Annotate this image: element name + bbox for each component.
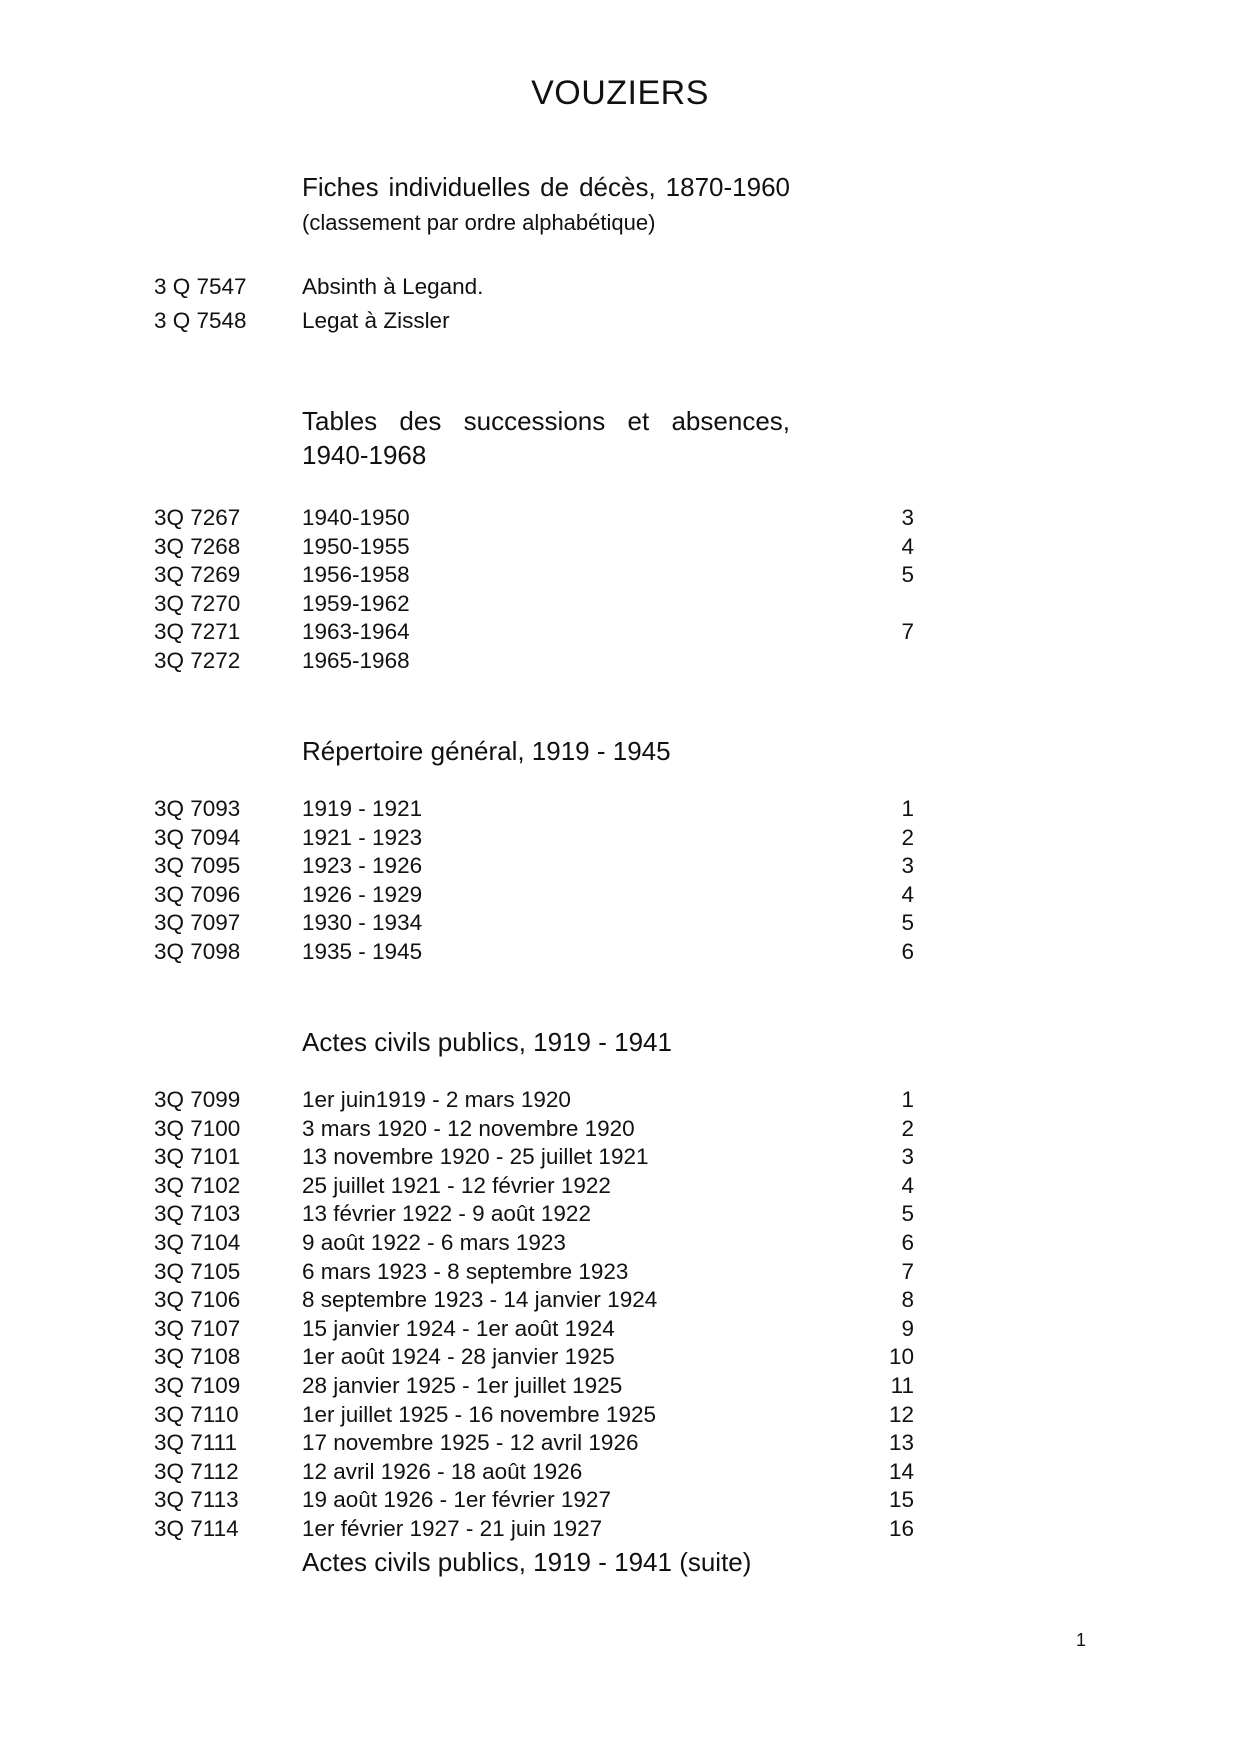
item-description: 1er juillet 1925 - 16 novembre 1925 — [302, 1401, 656, 1427]
item-description: 1926 - 1929 — [302, 881, 423, 907]
item-number: 3 — [901, 1144, 914, 1170]
list-item — [154, 1229, 914, 1258]
entry-list — [154, 270, 914, 338]
list-item — [154, 504, 914, 533]
list-item — [154, 1429, 914, 1458]
list-item — [154, 938, 914, 967]
item-code: 3 Q 7548 — [154, 308, 247, 333]
list-item — [154, 270, 914, 304]
item-code: 3Q 7103 — [154, 1201, 241, 1227]
list-item — [154, 533, 914, 562]
item-description: 1959-1962 — [302, 590, 410, 616]
list-item — [154, 1401, 914, 1430]
item-number: 6 — [901, 938, 914, 964]
item-number: 1 — [901, 1087, 914, 1112]
list-item — [154, 852, 914, 881]
section-heading-text: Fiches individuelles de décès, 1870-1960 — [302, 172, 790, 202]
item-number: 4 — [901, 881, 914, 907]
item-code: 3Q 7114 — [154, 1515, 239, 1541]
item-description: 13 février 1922 - 9 août 1922 — [302, 1201, 591, 1227]
item-code: 3Q 7106 — [154, 1287, 241, 1313]
item-code: 3Q 7268 — [154, 533, 241, 559]
item-number: 16 — [888, 1515, 914, 1541]
item-number: 2 — [901, 1115, 914, 1141]
item-number: 7 — [901, 1258, 914, 1284]
item-number: 5 — [901, 910, 914, 936]
item-description: 17 novembre 1925 - 12 avril 1926 — [302, 1430, 639, 1456]
item-description: 1940-1950 — [302, 505, 410, 530]
item-number: 6 — [901, 1229, 914, 1255]
list-item — [154, 1086, 914, 1115]
list-item — [154, 1486, 914, 1515]
list-item — [154, 1200, 914, 1229]
item-description: Absinth à Legand. — [302, 274, 484, 299]
item-description: 3 mars 1920 - 12 novembre 1920 — [302, 1115, 635, 1141]
item-number: 4 — [901, 1172, 914, 1198]
item-number: 14 — [888, 1458, 914, 1484]
section-heading — [302, 1025, 790, 1059]
list-item — [154, 1315, 914, 1344]
item-number: 7 — [901, 619, 914, 645]
item-description: 28 janvier 1925 - 1er juillet 1925 — [302, 1372, 623, 1398]
item-number: 5 — [901, 562, 914, 588]
page-title: VOUZIERS — [531, 74, 709, 112]
list-item — [154, 1115, 914, 1144]
section-heading — [302, 1545, 902, 1579]
item-code: 3Q 7272 — [154, 647, 241, 673]
item-code: 3Q 7096 — [154, 881, 241, 907]
item-description: 25 juillet 1921 - 12 février 1922 — [302, 1172, 611, 1198]
entry-list — [154, 504, 914, 676]
item-code: 3Q 7269 — [154, 562, 241, 588]
item-description: 1930 - 1934 — [302, 910, 423, 936]
list-item — [154, 1343, 914, 1372]
section-subheading: (classement par ordre alphabétique) — [302, 210, 656, 235]
section-heading-text: Actes civils publics, 1919 - 1941 (suite) — [302, 1547, 752, 1577]
item-description: 19 août 1926 - 1er février 1927 — [302, 1487, 611, 1513]
item-number: 4 — [901, 533, 914, 559]
list-item — [154, 1515, 914, 1544]
item-number: 13 — [888, 1430, 914, 1456]
item-number: 11 — [890, 1372, 914, 1398]
list-item — [154, 647, 914, 676]
item-description: 1919 - 1921 — [302, 796, 423, 821]
list-item — [154, 881, 914, 910]
item-code: 3Q 7267 — [154, 505, 241, 530]
item-description: 1965-1968 — [302, 647, 410, 673]
item-code: 3Q 7271 — [154, 619, 241, 645]
item-number: 15 — [888, 1487, 914, 1513]
item-description: 12 avril 1926 - 18 août 1926 — [302, 1458, 583, 1484]
entry-list — [154, 1086, 914, 1544]
item-code: 3Q 7099 — [154, 1087, 241, 1112]
list-item — [154, 1143, 914, 1172]
item-number: 10 — [888, 1344, 914, 1370]
list-item — [154, 618, 914, 647]
list-item — [154, 561, 914, 590]
item-code: 3Q 7113 — [154, 1487, 239, 1513]
section-heading — [302, 404, 790, 472]
item-code: 3Q 7104 — [154, 1229, 241, 1255]
item-code: 3Q 7097 — [154, 910, 241, 936]
item-description: 1921 - 1923 — [302, 824, 423, 850]
list-item — [154, 590, 914, 619]
list-item — [154, 304, 914, 338]
section-heading-text: Tables des successions et absences, 1940-1968 — [302, 406, 790, 470]
item-number: 12 — [888, 1401, 914, 1427]
item-code: 3Q 7100 — [154, 1115, 241, 1141]
list-item — [154, 1286, 914, 1315]
item-description: 8 septembre 1923 - 14 janvier 1924 — [302, 1287, 658, 1313]
item-number: 8 — [901, 1287, 914, 1313]
item-code: 3Q 7110 — [154, 1401, 239, 1427]
section-heading-text: Répertoire général, 1919 - 1945 — [302, 736, 671, 766]
item-description: 6 mars 1923 - 8 septembre 1923 — [302, 1258, 629, 1284]
section-heading-text: Actes civils publics, 1919 - 1941 — [302, 1027, 672, 1057]
item-code: 3Q 7095 — [154, 853, 241, 879]
item-description: 1er juin1919 - 2 mars 1920 — [302, 1087, 571, 1112]
list-item — [154, 1258, 914, 1287]
item-description: 1935 - 1945 — [302, 938, 423, 964]
item-code: 3Q 7109 — [154, 1372, 241, 1398]
item-description: 9 août 1922 - 6 mars 1923 — [302, 1229, 566, 1255]
item-number: 2 — [901, 824, 914, 850]
item-description: 13 novembre 1920 - 25 juillet 1921 — [302, 1144, 649, 1170]
item-description: 1950-1955 — [302, 533, 410, 559]
entry-list — [154, 795, 914, 967]
item-code: 3Q 7107 — [154, 1315, 241, 1341]
item-number: 9 — [901, 1315, 914, 1341]
item-code: 3 Q 7547 — [154, 274, 247, 299]
section-heading — [302, 170, 790, 240]
item-description: 1er août 1924 - 28 janvier 1925 — [302, 1344, 615, 1370]
list-item — [154, 909, 914, 938]
item-code: 3Q 7101 — [154, 1144, 241, 1170]
item-description: 1963-1964 — [302, 619, 410, 645]
item-description: Legat à Zissler — [302, 308, 450, 333]
list-item — [154, 1172, 914, 1201]
list-item — [154, 795, 914, 824]
item-number: 5 — [901, 1201, 914, 1227]
list-item — [154, 1372, 914, 1401]
item-number: 3 — [901, 505, 914, 530]
item-number: 1 — [901, 796, 914, 821]
list-item — [154, 824, 914, 853]
item-description: 1er février 1927 - 21 juin 1927 — [302, 1515, 603, 1541]
item-code: 3Q 7270 — [154, 590, 241, 616]
item-description: 1923 - 1926 — [302, 853, 423, 879]
item-number: 3 — [901, 853, 914, 879]
section-heading — [302, 734, 790, 768]
page-number: 1 — [1076, 1630, 1087, 1650]
item-code: 3Q 7108 — [154, 1344, 241, 1370]
item-description: 15 janvier 1924 - 1er août 1924 — [302, 1315, 615, 1341]
item-code: 3Q 7111 — [154, 1430, 237, 1456]
item-code: 3Q 7102 — [154, 1172, 241, 1198]
item-code: 3Q 7098 — [154, 938, 241, 964]
item-description: 1956-1958 — [302, 562, 410, 588]
item-code: 3Q 7094 — [154, 824, 241, 850]
item-code: 3Q 7105 — [154, 1258, 241, 1284]
item-code: 3Q 7112 — [154, 1458, 239, 1484]
list-item — [154, 1458, 914, 1487]
item-code: 3Q 7093 — [154, 796, 241, 821]
